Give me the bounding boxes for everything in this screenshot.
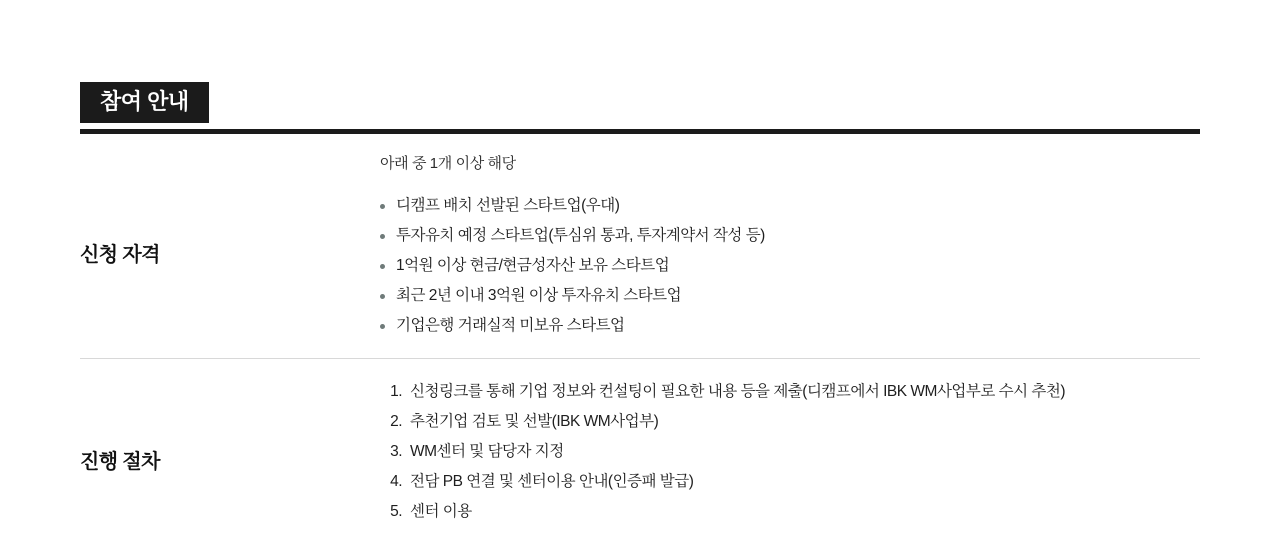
row-label-qualification: 신청 자격 bbox=[80, 244, 160, 266]
row-body-process bbox=[380, 375, 1200, 527]
list-item: 기업은행 거래실적 미보유 스타트업 bbox=[380, 311, 1200, 341]
row-application-qualification bbox=[80, 150, 1200, 341]
list-item: 1억원 이상 현금/현금성자산 보유 스타트업 bbox=[380, 251, 1200, 281]
process-step-list bbox=[380, 377, 1200, 527]
qualification-intro: 아래 중 1개 이상 해당 bbox=[380, 155, 516, 172]
list-item: 최근 2년 이내 3억원 이상 투자유치 스타트업 bbox=[380, 281, 1200, 311]
list-item: 전담 PB 연결 및 센터이용 안내(인증패 발급) bbox=[410, 473, 694, 490]
header-rule bbox=[80, 129, 1200, 134]
row-label-process: 진행 절차 bbox=[80, 451, 160, 473]
list-item: 추천기업 검토 및 선발(IBK WM사업부) bbox=[410, 413, 659, 430]
section-title: 참여 안내 bbox=[80, 82, 209, 123]
qualification-bullet-list bbox=[380, 191, 1200, 341]
row-process bbox=[80, 375, 1200, 527]
list-item: 디캠프 배치 선발된 스타트업(우대) bbox=[380, 191, 1200, 221]
list-item: 투자유치 예정 스타트업(투심위 통과, 투자계약서 작성 등) bbox=[380, 221, 1200, 251]
section-divider bbox=[80, 358, 1200, 359]
list-item: 센터 이용 bbox=[410, 503, 472, 520]
list-item: 신청링크를 통해 기업 정보와 컨설팅이 필요한 내용 등을 제출(디캠프에서 IBK WM사업부로 수시 추천) bbox=[410, 383, 1066, 400]
section-header bbox=[80, 82, 1200, 123]
row-body-qualification bbox=[380, 150, 1200, 341]
list-item: WM센터 및 담당자 지정 bbox=[410, 443, 564, 460]
